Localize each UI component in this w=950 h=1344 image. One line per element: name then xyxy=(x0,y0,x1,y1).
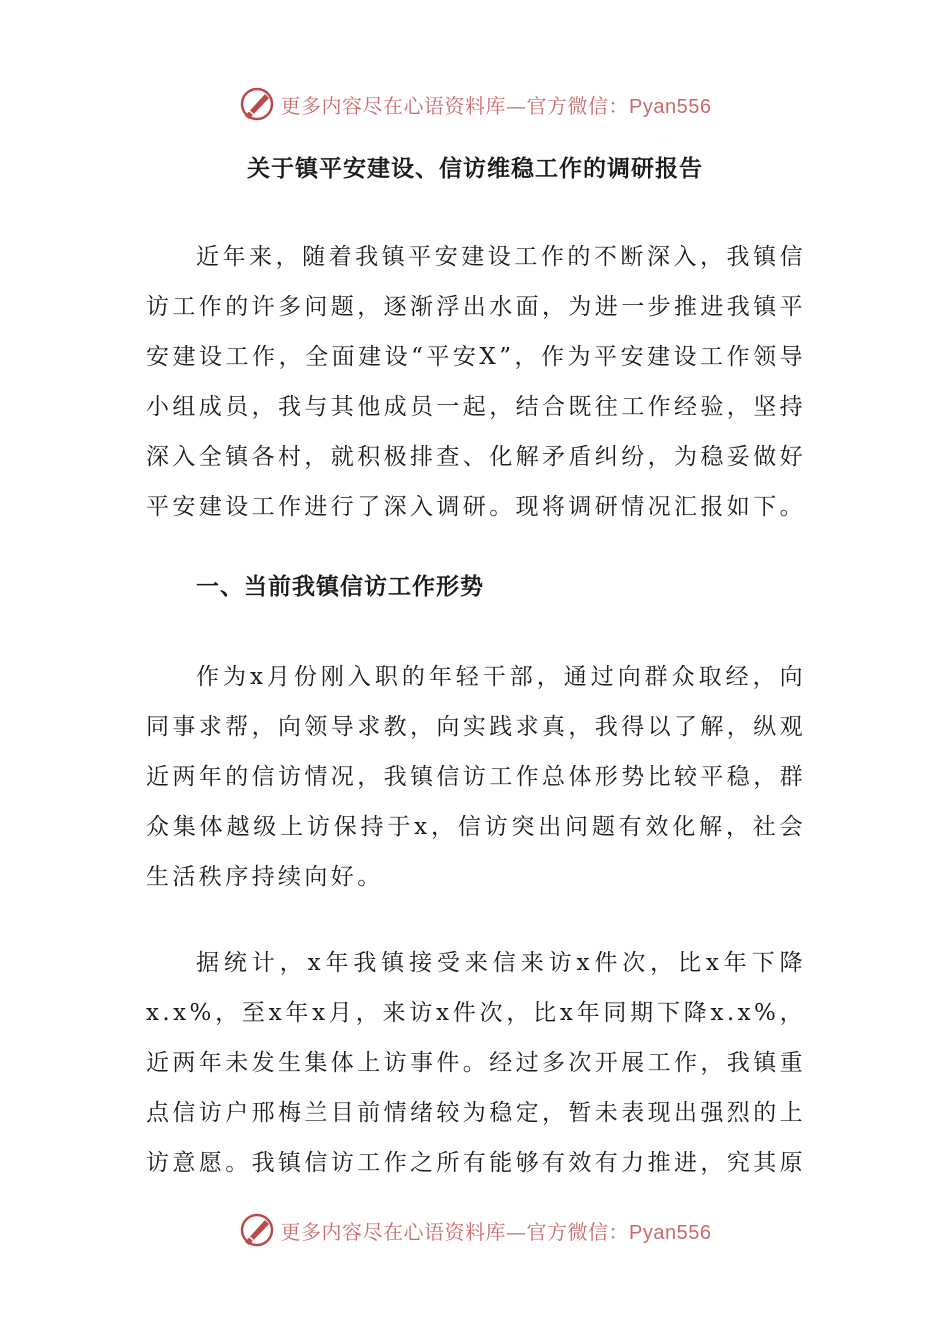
paragraph-intro: 近年来，随着我镇平安建设工作的不断深入，我镇信访工作的许多问题，逐渐浮出水面，为进一步推进我镇平安建设工作，全面建设“平安X”，作为平安建设工作领导小组成员，我与其他成员一起，结合既往工作经验，坚持深入全镇各村，就积极排查、化解矛盾纠纷，为稳妥做好平安建设工作进行了深入调研。现将调研情况汇报如下。 xyxy=(146,244,806,520)
watermark-footer xyxy=(0,1210,950,1250)
paragraph-situation: 作为x月份刚入职的年轻干部，通过向群众取经，向同事求帮，向领导求教，向实践求真，我得以了解，纵观近两年的信访情况，我镇信访工作总体形势比较平稳，群众集体越级上访保持于x，信访突出问题有效化解，社会生活秩序持续向好。 xyxy=(146,664,806,890)
pen-logo-icon xyxy=(239,1212,275,1248)
section-heading: 一、当前我镇信访工作形势 xyxy=(196,573,484,600)
watermark-text: 更多内容尽在心语资料库—官方微信：Pyan556 xyxy=(280,93,712,118)
watermark-header xyxy=(0,84,950,124)
document-title: 关于镇平安建设、信访维稳工作的调研报告 xyxy=(247,155,703,182)
pen-logo-icon xyxy=(239,86,275,122)
watermark-text: 更多内容尽在心语资料库—官方微信：Pyan556 xyxy=(280,1219,712,1244)
paragraph-statistics: 据统计，x年我镇接受来信来访x件次，比x年下降x.x%，至x年x月，来访x件次，比x年同期下降x.x%，近两年未发生集体上访事件。经过多次开展工作，我镇重点信访户邢梅兰目前情绪较为稳定，暂未表现出强烈的上访意愿。我镇信访工作之所有能够有效有力推进，究其原 xyxy=(146,950,806,1176)
